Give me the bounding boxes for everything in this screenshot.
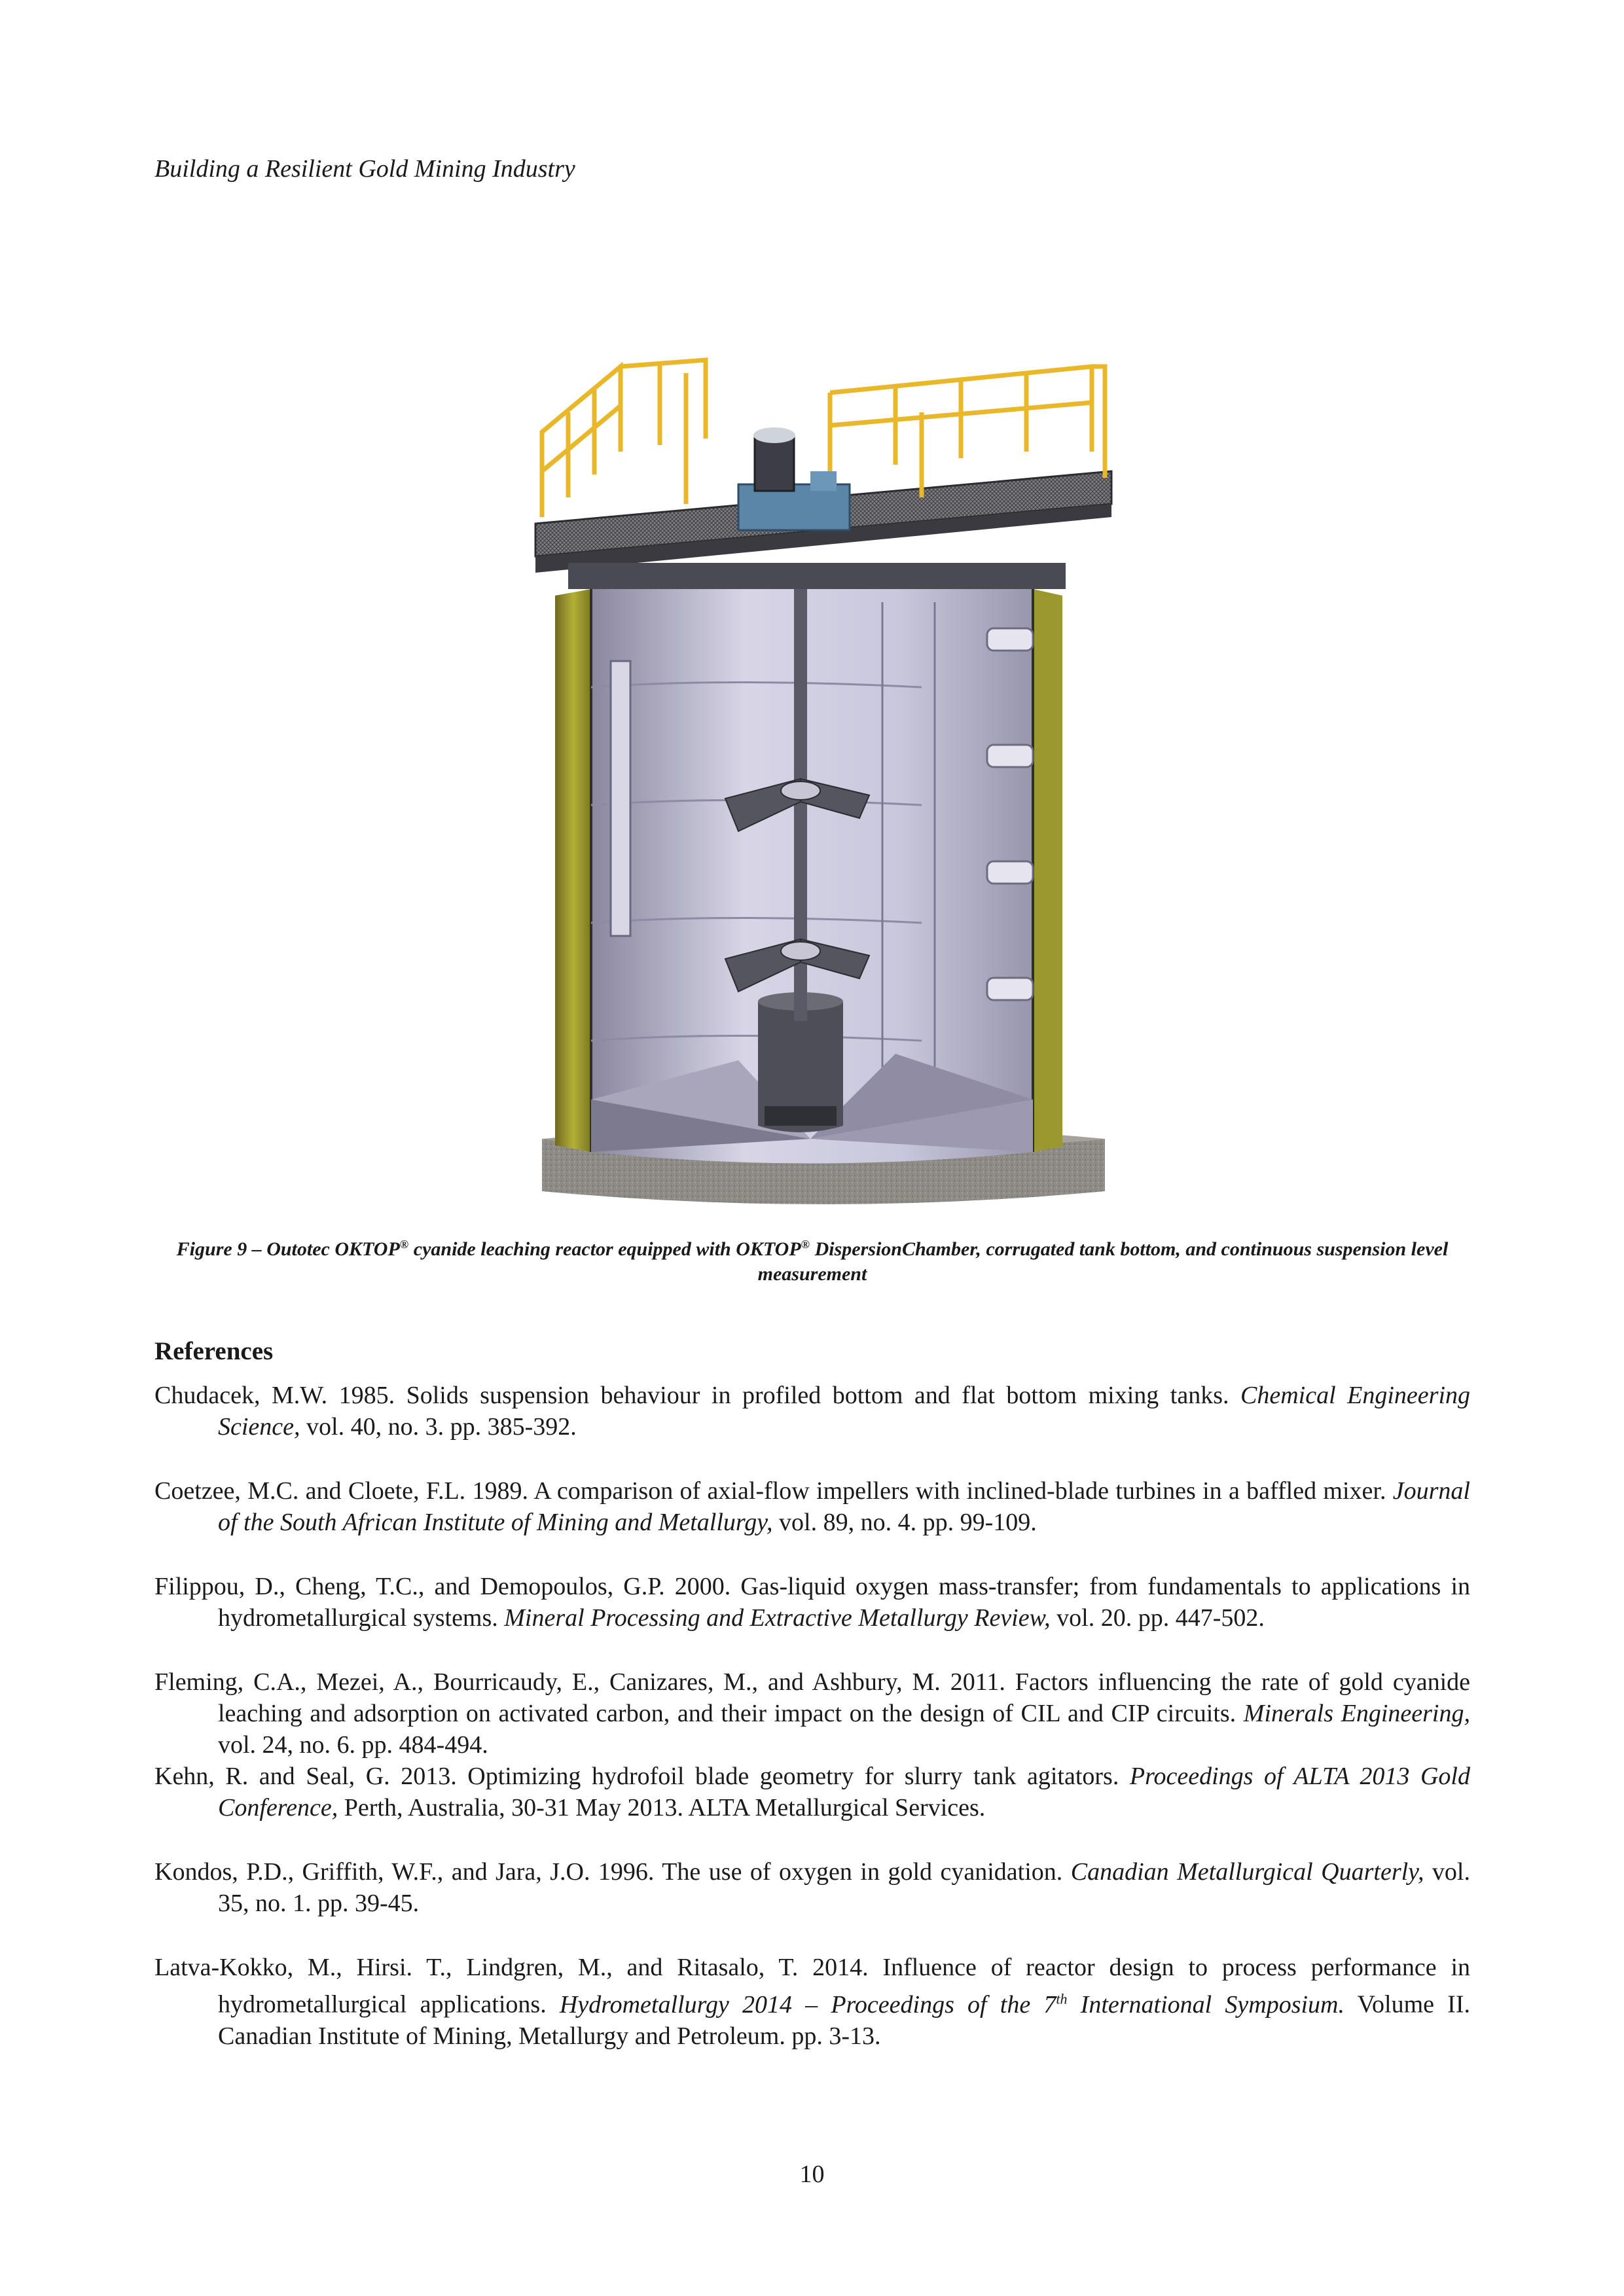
page-number: 10 <box>799 2161 825 2188</box>
reference-details: vol. 35, no. 1. pp. 39-45. <box>218 1858 1470 1917</box>
reference-journal: Minerals Engineering, <box>1243 1700 1470 1727</box>
reference-item <box>154 1952 1470 2052</box>
reactor-figure <box>529 321 1118 1210</box>
figure-caption <box>154 1232 1470 1287</box>
reference-item <box>154 1475 1470 1538</box>
reference-details: vol. 24, no. 6. pp. 484-494. <box>218 1731 488 1759</box>
reference-journal <box>560 1991 1344 2018</box>
reference-journal: Mineral Processing and Extractive Metallurgy Review, <box>504 1604 1051 1632</box>
reference-item <box>154 1856 1470 1919</box>
reference-item <box>154 1666 1470 1761</box>
reference-journal: Journal of the South African Institute of Mining and Metallurgy, <box>218 1477 1470 1536</box>
reference-journal: Chemical Engineering Science, <box>218 1382 1471 1441</box>
reference-details: vol. 20. pp. 447-502. <box>1050 1604 1265 1632</box>
agitator-drive <box>738 427 850 530</box>
reference-text: Coetzee, M.C. and Cloete, F.L. 1989. A comparison of axial-flow impellers with inclined-blade turbines in a baffled mixer. <box>154 1477 1393 1505</box>
caption-part-3: DispersionChamber, corrugated tank bottom, and continuous suspension level measurement <box>757 1238 1449 1285</box>
caption-part-1: Figure 9 – Outotec OKTOP <box>176 1238 400 1260</box>
reference-journal: Proceedings of ALTA 2013 Gold Conference, <box>218 1763 1470 1821</box>
reference-text: Kehn, R. and Seal, G. 2013. Optimizing hydrofoil blade geometry for slurry tank agitators. <box>154 1763 1130 1790</box>
caption-registered-mark-2: ® <box>801 1238 810 1251</box>
caption-part-2: cyanide leaching reactor equipped with OKTOP <box>408 1238 801 1260</box>
reference-text: Filippou, D., Cheng, T.C., and Demopoulos, G.P. 2000. Gas-liquid oxygen mass-transfer; from fundamentals to applications in hydrometallurgical systems. <box>154 1573 1470 1632</box>
reference-text: Fleming, C.A., Mezei, A., Bourricaudy, E., Canizares, M., and Ashbury, M. 2011. Factors influencing the rate of gold cyanide leaching and adsorption on activated carbon, and their impact on the design of CIL and CIP circuits. <box>154 1668 1470 1727</box>
access-hatch <box>611 661 630 936</box>
reference-list <box>154 1380 1470 2052</box>
reference-details: Perth, Australia, 30-31 May 2013. ALTA Metallurgical Services. <box>338 1794 986 1821</box>
caption-registered-mark-1: ® <box>399 1238 409 1251</box>
reference-journal: Canadian Metallurgical Quarterly, <box>1070 1858 1424 1886</box>
reference-journal-end: International Symposium. <box>1067 1990 1344 2018</box>
reference-ordinal-suffix: th <box>1056 1990 1068 2007</box>
reference-text: Latva-Kokko, M., Hirsi. T., Lindgren, M., and Ritasalo, T. 2014. Influence of reactor design to process performance in hydrometallurgical applications. <box>154 1954 1470 2018</box>
references-heading: References <box>154 1337 274 1365</box>
reactor-illustration <box>529 321 1118 1210</box>
reference-item <box>154 1761 1470 1823</box>
reference-text: Kondos, P.D., Griffith, W.F., and Jara, J.O. 1996. The use of oxygen in gold cyanidation. <box>154 1858 1071 1886</box>
reference-details: vol. 40, no. 3. pp. 385-392. <box>300 1413 577 1441</box>
running-title: Building a Resilient Gold Mining Industry <box>154 155 575 183</box>
reference-details: vol. 89, no. 4. pp. 99-109. <box>772 1509 1037 1536</box>
reference-journal-title: Hydrometallurgy 2014 – Proceedings of the 7 <box>559 1990 1056 2018</box>
reference-details: Volume II. Canadian Institute of Mining, Metallurgy and Petroleum. pp. 3-13. <box>218 1990 1470 2050</box>
reference-item <box>154 1571 1470 1634</box>
reference-item <box>154 1380 1470 1443</box>
reference-text: Chudacek, M.W. 1985. Solids suspension behaviour in profiled bottom and flat bottom mixing tanks. <box>154 1382 1241 1409</box>
